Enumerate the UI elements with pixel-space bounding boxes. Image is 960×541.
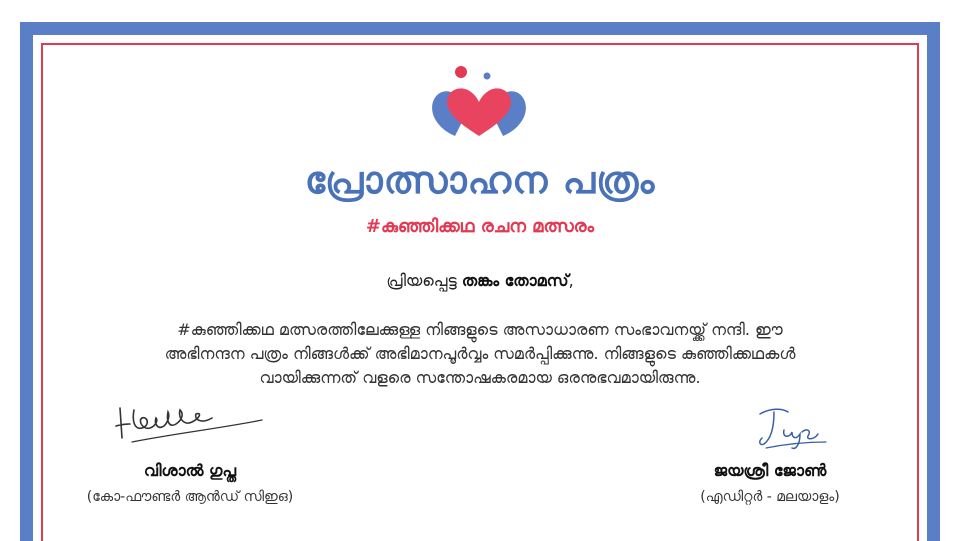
- signature-right: [756, 404, 828, 452]
- contest-hashtag: #കുഞ്ഞിക്കഥ രചന മത്സരം: [365, 216, 595, 237]
- signer-name-right: ജയശ്രീ ജോൺ: [713, 461, 827, 480]
- body-line: #കുഞ്ഞിക്കഥ മത്സരത്തിലേക്കുള്ള നിങ്ങളുടെ അസാധാരണ സംഭാവനയ്ക്ക് നന്ദി. ഈ: [177, 320, 783, 339]
- signature-left: [112, 398, 272, 448]
- body-line: അഭിനന്ദന പത്രം നിങ്ങൾക്ക് അഭിമാനപൂർവ്വം സമർപ്പിക്കുന്നു. നിങ്ങളുടെ കുഞ്ഞിക്കഥകൾ: [164, 344, 796, 363]
- greeting-suffix: ,: [568, 271, 574, 290]
- body-line: വായിക്കുന്നത് വളരെ സന്തോഷകരമായ ഒരനുഭവമായിരുന്നു.: [259, 368, 701, 387]
- signer-role-left: (കോ-ഫൗണ്ടർ ആൻഡ് സിഇഒ): [86, 489, 294, 505]
- greeting-prefix: പ്രിയപ്പെട്ട: [386, 271, 462, 290]
- certificate-title: പ്രോത്സാഹന പത്രം: [304, 158, 656, 202]
- recipient-name: തങ്കം തോമസ്: [461, 271, 569, 290]
- signer-name-left: വിശാൽ ഗുപ്ത: [143, 461, 237, 480]
- greeting-line: [0, 271, 960, 291]
- certificate-body: [90, 318, 870, 390]
- signer-role-right: (എഡിറ്റർ - മലയാളം): [700, 489, 840, 505]
- heart-logo-icon: [427, 64, 531, 142]
